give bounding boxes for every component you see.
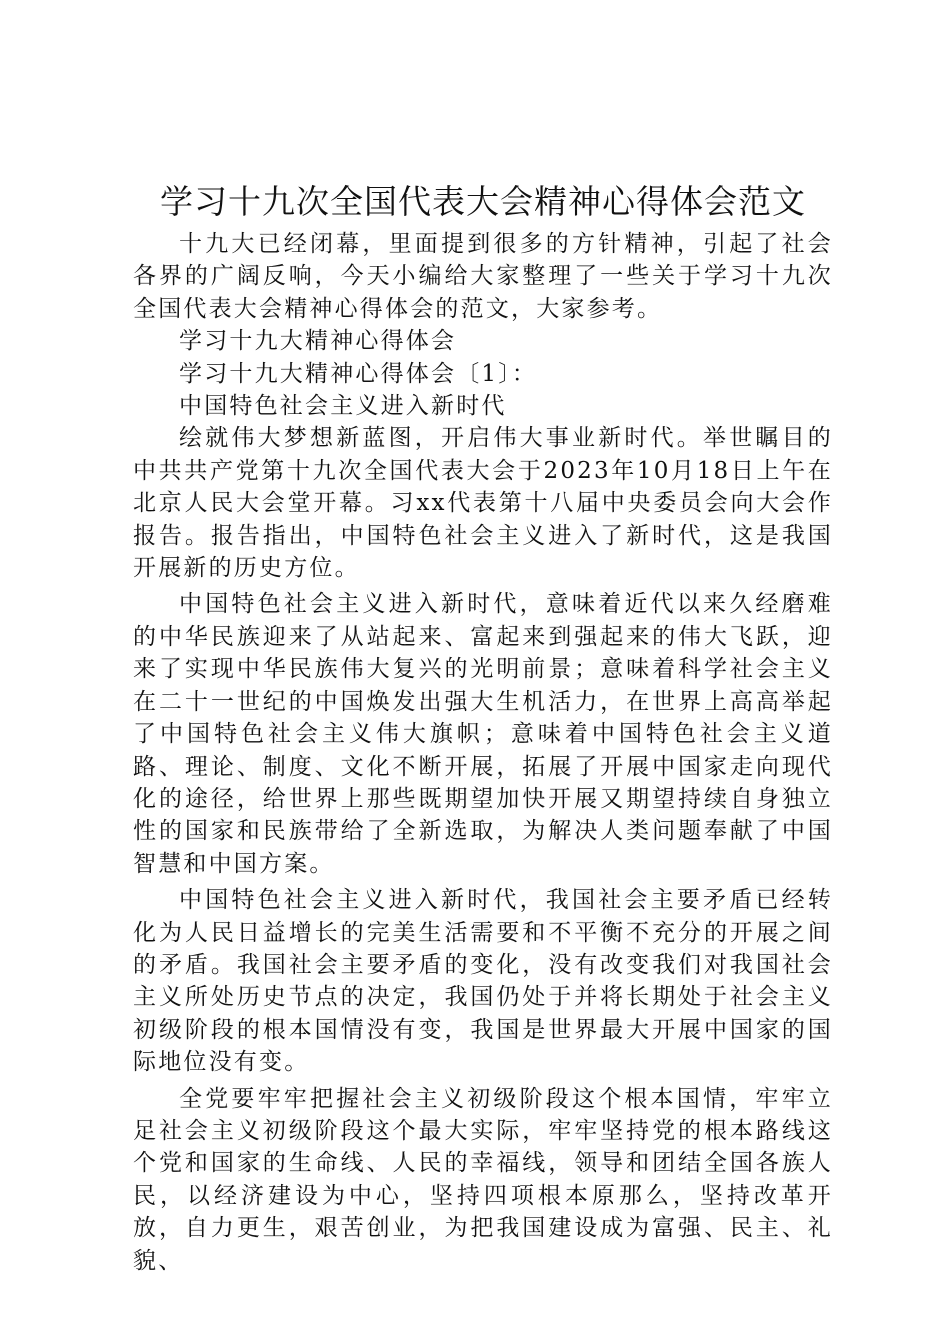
paragraph-body-2: 中国特色社会主义进入新时代，意味着近代以来久经磨难的中华民族迎来了从站起来、富起来到强起来的伟大飞跃，迎来了实现中华民族伟大复兴的光明前景；意味着科学社会主义在二十一世纪的中国焕发出强大生机活力，在世界上高高举起了中国特色社会主义伟大旗帜；意味着中国特色社会主义道路、理论、制度、文化不断开展，拓展了开展中国家走向现代化的途径，给世界上那些既期望加快开展又期望持续自身独立性的国家和民族带给了全新选取，为解决人类问题奉献了中国智慧和中国方案。 — [133, 591, 833, 877]
paragraph-body-1: 绘就伟大梦想新蓝图，开启伟大事业新时代。举世瞩目的中共共产党第十九次全国代表大会于2023年10月18日上午在北京人民大会堂开幕。习xx代表第十八届中央委员会向大会作报告。报告指出，中国特色社会主义进入了新时代，这是我国开展新的历史方位。 — [133, 425, 833, 582]
document-page — [133, 178, 833, 1277]
paragraph-heading-3: 中国特色社会主义进入新时代 — [179, 393, 507, 420]
paragraph-heading-1: 学习十九大精神心得体会 — [179, 328, 457, 355]
paragraph-body-4: 全党要牢牢把握社会主义初级阶段这个根本国情，牢牢立足社会主义初级阶段这个最大实际，牢牢坚持党的根本路线这个党和国家的生命线、人民的幸福线，领导和团结全国各族人民，以经济建设为中心，坚持四项根本原那么，坚持改革开放，自力更生，艰苦创业，为把我国建设成为富强、民主、礼貌、 — [133, 1085, 833, 1274]
document-title: 学习十九次全国代表大会精神心得体会范文 — [160, 182, 806, 221]
paragraph-intro: 十九大已经闭幕，里面提到很多的方针精神，引起了社会各界的广阔反响，今天小编给大家整理了一些关于学习十九次全国代表大会精神心得体会的范文，大家参考。 — [133, 231, 833, 322]
paragraph-heading-2: 学习十九大精神心得体会〔1〕： — [179, 360, 538, 387]
paragraph-body-3: 中国特色社会主义进入新时代，我国社会主要矛盾已经转化为人民日益增长的完美生活需要和不平衡不充分的开展之间的矛盾。我国社会主要矛盾的变化，没有改变我们对我国社会主义所处历史节点的决定，我国仍处于并将长期处于社会主义初级阶段的根本国情没有变，我国是世界最大开展中国家的国际地位没有变。 — [133, 887, 833, 1076]
